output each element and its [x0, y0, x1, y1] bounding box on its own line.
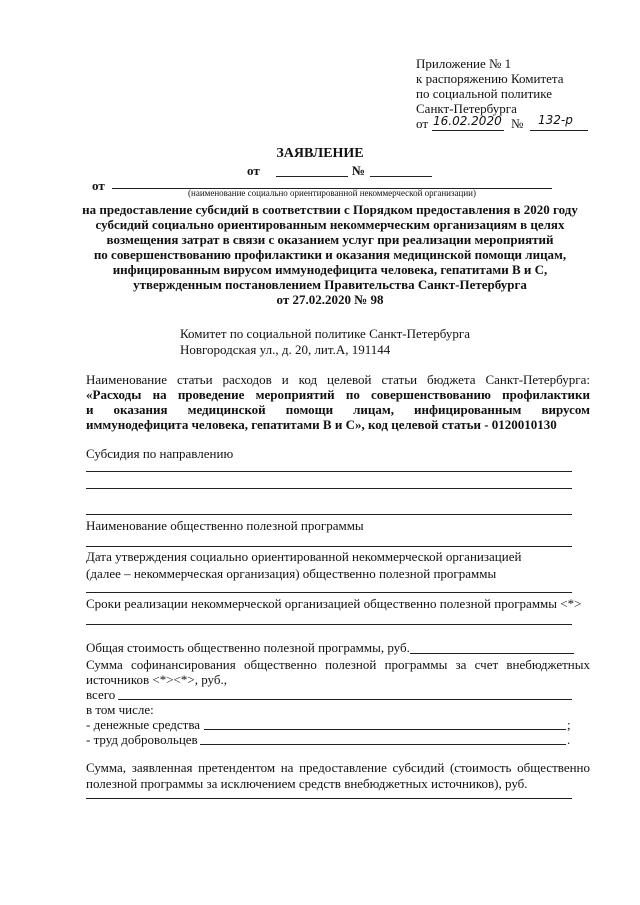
- appendix-date-handwritten: 16.02.2020: [433, 114, 502, 128]
- page-title: ЗАЯВЛЕНИЕ: [276, 146, 364, 161]
- approval-date-line[interactable]: [86, 592, 572, 593]
- subject-line6: утвержденным постановлением Правительства Санкт-Петербурга: [133, 277, 527, 292]
- claimed-line[interactable]: [86, 798, 572, 799]
- cash-end: ;: [567, 717, 571, 732]
- subsidy-direction-line-1[interactable]: [86, 471, 572, 472]
- volunteer-label: - труд добровольцев: [86, 732, 198, 747]
- subsidy-direction-label: Субсидия по направлению: [86, 446, 234, 461]
- cofinancing-line1: Сумма софинансирования общественно полезной программы за счет внебюджетных: [86, 657, 590, 672]
- approval-date-line2: (далее – некоммерческая организация) общественно полезной программы: [86, 566, 497, 581]
- subject-line7: от 27.02.2020 № 98: [276, 292, 384, 307]
- subsidy-direction-line-3[interactable]: [86, 514, 572, 515]
- subject-line3: возмещения затрат в связи с оказанием услуг при реализации мероприятий: [106, 232, 554, 247]
- terms-label: Сроки реализации некоммерческой организацией общественно полезной программы <*>: [86, 596, 582, 611]
- appendix-line4: Санкт-Петербурга: [416, 101, 517, 116]
- cofinancing-line2: источников <*><*>, руб.,: [86, 672, 227, 687]
- appendix-from-label: от: [416, 116, 429, 131]
- volunteer-end: .: [567, 732, 571, 747]
- appendix-line2: к распоряжению Комитета: [416, 71, 564, 86]
- appendix-line1: Приложение № 1: [416, 56, 512, 71]
- statement-from-label: от: [247, 163, 260, 178]
- volunteer-line[interactable]: [200, 744, 566, 745]
- cash-label: - денежные средства: [86, 717, 201, 732]
- total-cost-label: Общая стоимость общественно полезной программы, руб.: [86, 640, 410, 655]
- org-from-label: от: [92, 178, 105, 193]
- expense-line3: и оказания медицинской помощи лицам, инфицированным вирусом: [86, 402, 590, 417]
- appendix-no-label: №: [511, 116, 524, 131]
- addressee-line1: Комитет по социальной политике Санкт-Петербурга: [180, 326, 470, 341]
- subject-line1: на предоставление субсидий в соответствии с Порядком предоставления в 2020 году: [82, 202, 578, 217]
- addressee-line2: Новгородская ул., д. 20, лит.А, 191144: [180, 342, 391, 357]
- approval-date-line1: Дата утверждения социально ориентированной некоммерческой организацией: [86, 549, 522, 564]
- expense-line4: иммунодефицита человека, гепатитами В и С», код целевой статьи - 0120010130: [86, 417, 557, 432]
- statement-no-label: №: [352, 163, 366, 178]
- expense-line2: «Расходы на проведение мероприятий по совершенствованию профилактики: [86, 387, 590, 402]
- program-name-line[interactable]: [86, 546, 572, 547]
- appendix-number-handwritten: 132-р: [538, 113, 573, 127]
- claimed-line1: Сумма, заявленная претендентом на предоставление субсидий (стоимость общественно: [86, 760, 590, 775]
- expense-line1: Наименование статьи расходов и код целевой статьи бюджета Санкт-Петербурга:: [86, 372, 590, 387]
- total-cost-line[interactable]: [410, 653, 574, 654]
- org-caption: (наименование социально ориентированной некоммерческой организации): [188, 188, 476, 198]
- total-label: всего: [86, 687, 116, 702]
- cash-line[interactable]: [204, 729, 566, 730]
- total-line[interactable]: [118, 699, 572, 700]
- terms-line[interactable]: [86, 624, 572, 625]
- subsidy-direction-line-2[interactable]: [86, 488, 572, 489]
- appendix-line3: по социальной политике: [416, 86, 552, 101]
- program-name-label: Наименование общественно полезной программы: [86, 518, 364, 533]
- subject-line5: инфицированным вирусом иммунодефицита человека, гепатитами В и С,: [112, 262, 548, 277]
- subject-line2: субсидий социально ориентированным некоммерческим организациям в целях: [95, 217, 565, 232]
- claimed-line2: полезной программы за исключением средств внебюджетных источников), руб.: [86, 776, 528, 791]
- subject-line4: по совершенствованию профилактики и оказания медицинской помощи лицам,: [93, 247, 567, 262]
- including-label: в том числе:: [86, 702, 154, 717]
